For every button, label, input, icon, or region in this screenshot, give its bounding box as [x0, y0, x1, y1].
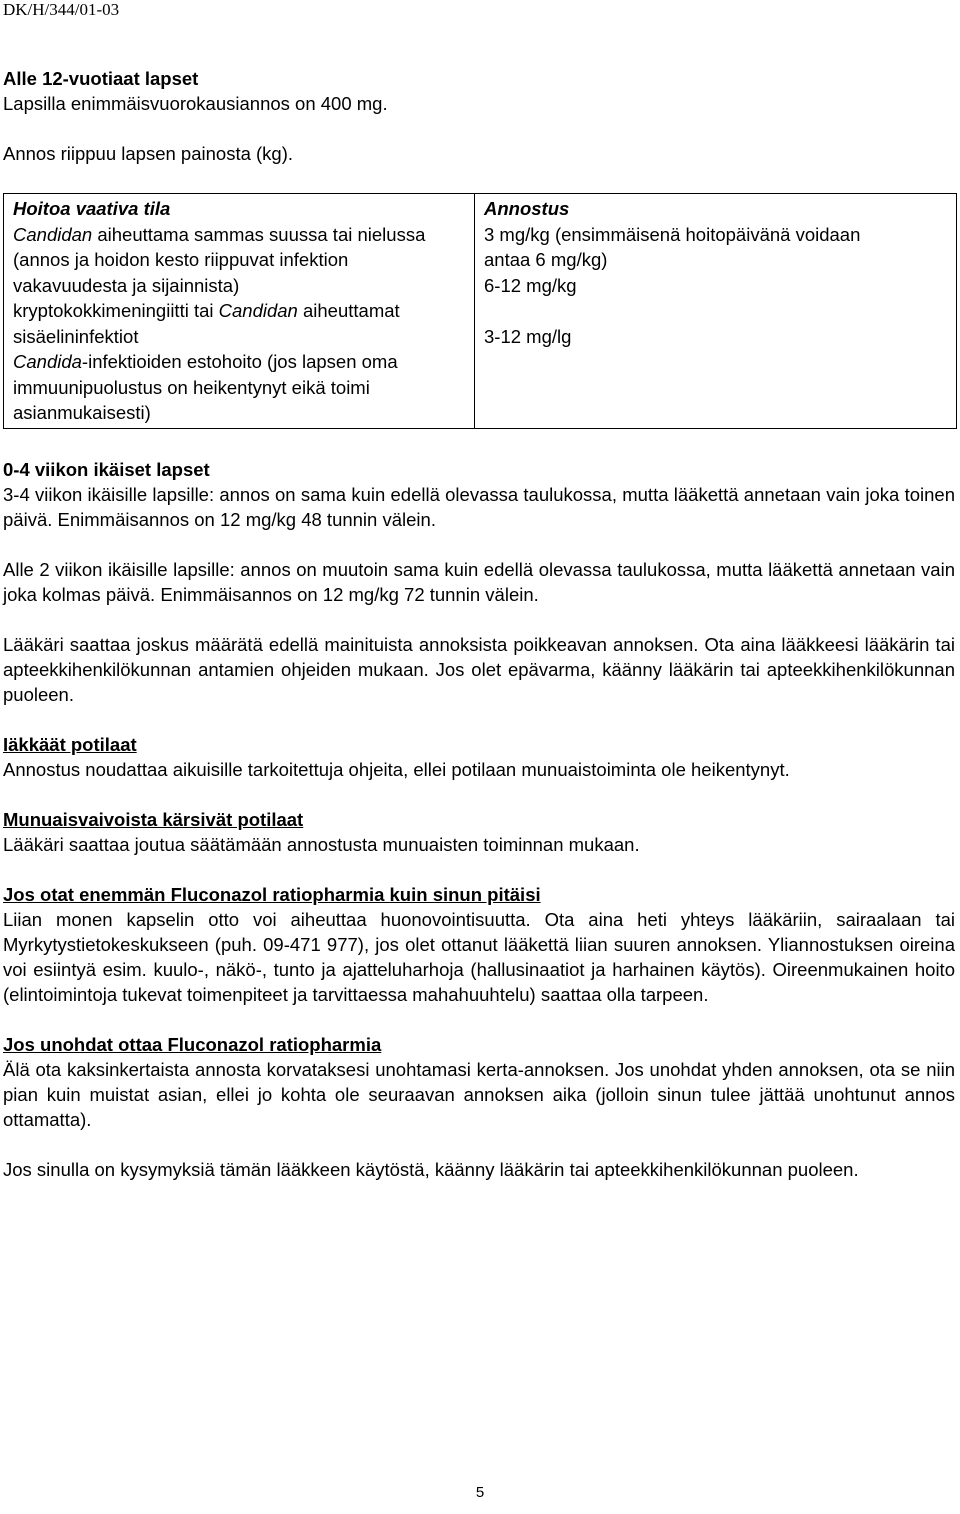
condition-row-1-italic: Candidan [13, 223, 93, 245]
section-heading-missed-dose: Jos unohdat ottaa Fluconazol ratiopharmia [3, 1033, 382, 1055]
table-row [4, 194, 957, 429]
section-heading-children-12: Alle 12-vuotiaat lapset [3, 68, 199, 89]
max-daily-dose-text: Lapsilla enimmäisvuorokausiannos on 400 mg. [3, 93, 388, 114]
condition-row-2-text: aiheuttamat sisäelininfektiot [13, 300, 400, 347]
dosage-table [3, 193, 957, 429]
dosage-row-1: 3 mg/kg (ensimmäisenä hoitopäivänä voidaan antaa 6 mg/kg) [484, 223, 861, 270]
dosage-row-2: 6-12 mg/kg [484, 274, 577, 296]
section-heading-infants: 0-4 viikon ikäiset lapset [3, 458, 210, 480]
dosage-header: Annostus [484, 198, 570, 219]
condition-cell [4, 194, 475, 429]
condition-row-2-start: kryptokokkimeningiitti tai [13, 300, 219, 321]
dose-depends-text: Annos riippuu lapsen painosta (kg). [3, 143, 294, 164]
document-body [3, 66, 955, 1182]
elderly-text: Annostus noudattaa aikuisille tarkoitettuja ohjeita, ellei potilaan munuaistoiminta ole heikentynyt. [3, 758, 790, 780]
dosage-cell [475, 194, 957, 429]
condition-row-2-italic: Candidan [218, 300, 298, 321]
closing-text: Jos sinulla on kysymyksiä tämän lääkkeen käytöstä, käänny lääkärin tai apteekkihenkilökunnan puoleen. [3, 1158, 859, 1180]
condition-row-3-text: -infektioiden estohoito (jos lapsen oma immuunipuolustus on heikentynyt eikä toimi asianmukaisesti) [13, 351, 398, 423]
document-id: DK/H/344/01-03 [3, 0, 120, 19]
infants-paragraph-3: Lääkäri saattaa joskus määrätä edellä mainituista annoksista poikkeavan annoksen. Ota aina lääkkeesi lääkärin tai apteekkihenkilökunnan antamien ohjeiden mukaan. Jos olet epävarma, käänny lääkärin tai apteekkihenkilökunnan puoleen. [3, 633, 955, 705]
overdose-text: Liian monen kapselin otto voi aiheuttaa huonovointisuutta. Ota aina heti yhteys lääkäriin, sairaalaan tai Myrkytystietokeskukseen (puh. 09-471 977), jos olet ottanut lääkettä liian suuren annoksen. Yliannostuksen oireina voi esiintyä esim. kuulo-, näkö-, tunto ja ajatteluharhoja (hallusinaatiot ja harhainen käytös). Oireenmukainen hoito (elintoimintoja tukevat toimenpiteet ja tarvittaessa mahahuuhtelu) saattaa olla tarpeen. [3, 908, 955, 1005]
condition-row-3 [13, 349, 465, 426]
infants-paragraph-1: 3-4 viikon ikäisille lapsille: annos on sama kuin edellä olevassa taulukossa, mutta lääkettä annetaan vain joka toinen päivä. Enimmäisannos on 12 mg/kg 48 tunnin välein. [3, 483, 955, 530]
page-number: 5 [475, 1484, 485, 1501]
section-heading-elderly: Iäkkäät potilaat [3, 733, 137, 755]
infants-paragraph-2: Alle 2 viikon ikäisille lapsille: annos on muutoin sama kuin edellä olevassa taulukossa, mutta lääkettä annetaan vain joka kolmas päivä. Enimmäisannos on 12 mg/kg 72 tunnin välein. [3, 558, 955, 605]
condition-row-1-text: aiheuttama sammas suussa tai nielussa (annos ja hoidon kesto riippuvat infektion vakavuudesta ja sijainnista) [13, 223, 426, 296]
condition-header: Hoitoa vaativa tila [13, 198, 171, 219]
missed-dose-text: Älä ota kaksinkertaista annosta korvataksesi unohtamasi kerta-annoksen. Jos unohdat yhden annoksen, ota se niin pian kuin muistat asian, ellei jo kohta ole seuraavan annoksen aika (jolloin sinun tulee jättää unohtunut annos ottamatta). [3, 1058, 955, 1130]
dosage-row-3: 3-12 mg/lg [484, 326, 572, 347]
section-heading-kidney: Munuaisvaivoista kärsivät potilaat [3, 808, 304, 830]
condition-row-1 [13, 222, 465, 299]
section-heading-overdose: Jos otat enemmän Fluconazol ratiopharmia kuin sinun pitäisi [3, 883, 541, 905]
condition-row-3-italic: Candida [13, 351, 82, 372]
kidney-text: Lääkäri saattaa joutua säätämään annostusta munuaisten toiminnan mukaan. [3, 833, 640, 855]
condition-row-2 [13, 298, 465, 349]
